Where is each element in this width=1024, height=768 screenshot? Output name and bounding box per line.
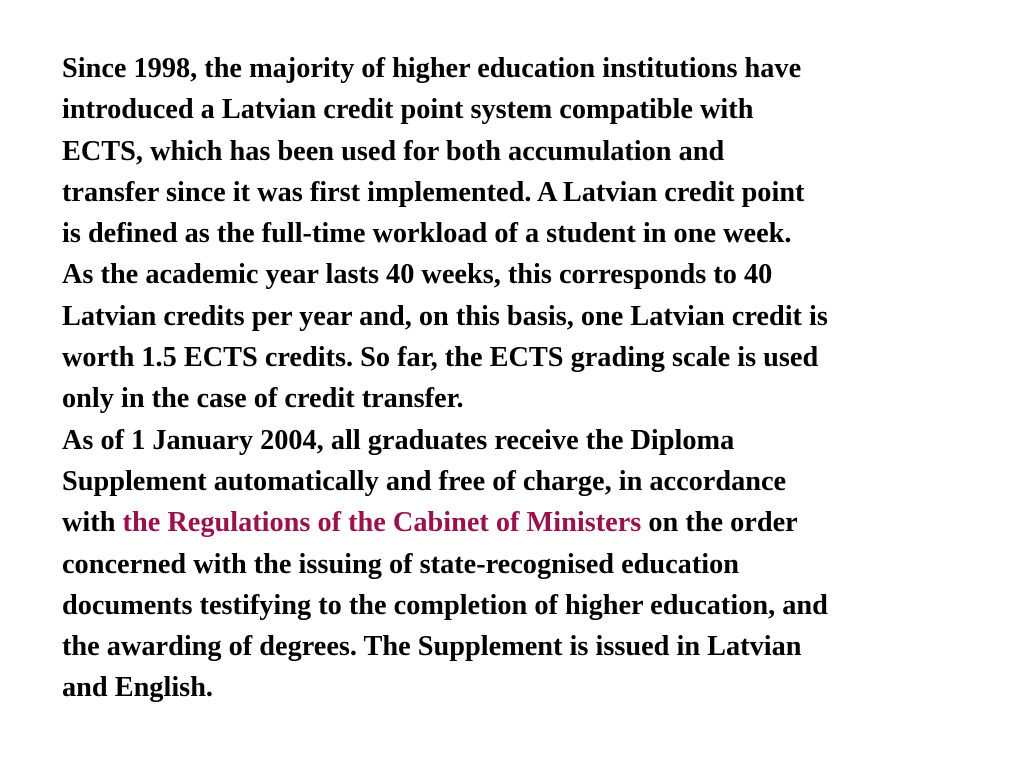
text-line: worth 1.5 ECTS credits. So far, the ECTS grading scale is used [62,342,819,374]
text-line: ECTS, which has been used for both accumulation and [62,135,725,167]
text-line: Supplement automatically and free of charge, in accordance [62,465,787,497]
text-line: on the order [641,507,798,539]
text-line: and English. [62,672,214,704]
text-line: with [62,507,123,539]
text-line: As the academic year lasts 40 weeks, this corresponds to 40 [62,259,773,291]
text-line: the awarding of degrees. The Supplement is issued in Latvian [62,631,802,663]
text-line: introduced a Latvian credit point system compatible with [62,94,754,126]
paragraph-ects-credit-system [62,48,992,420]
text-line: transfer since it was first implemented. A Latvian credit point [62,176,805,208]
text-line: documents testifying to the completion of higher education, and [62,589,828,621]
text-line: concerned with the issuing of state-recognised education [62,548,739,580]
cabinet-regulations-link[interactable]: the Regulations of the Cabinet of Ministers [122,507,642,539]
text-line: Latvian credits per year and, on this basis, one Latvian credit is [62,300,828,332]
paragraph-diploma-supplement [62,420,992,709]
slide-body-text [62,48,992,709]
text-line: is defined as the full-time workload of a student in one week. [62,218,792,250]
text-line: only in the case of credit transfer. [62,383,464,415]
text-line: As of 1 January 2004, all graduates receive the Diploma [62,424,735,456]
text-line: Since 1998, the majority of higher education institutions have [62,53,802,84]
